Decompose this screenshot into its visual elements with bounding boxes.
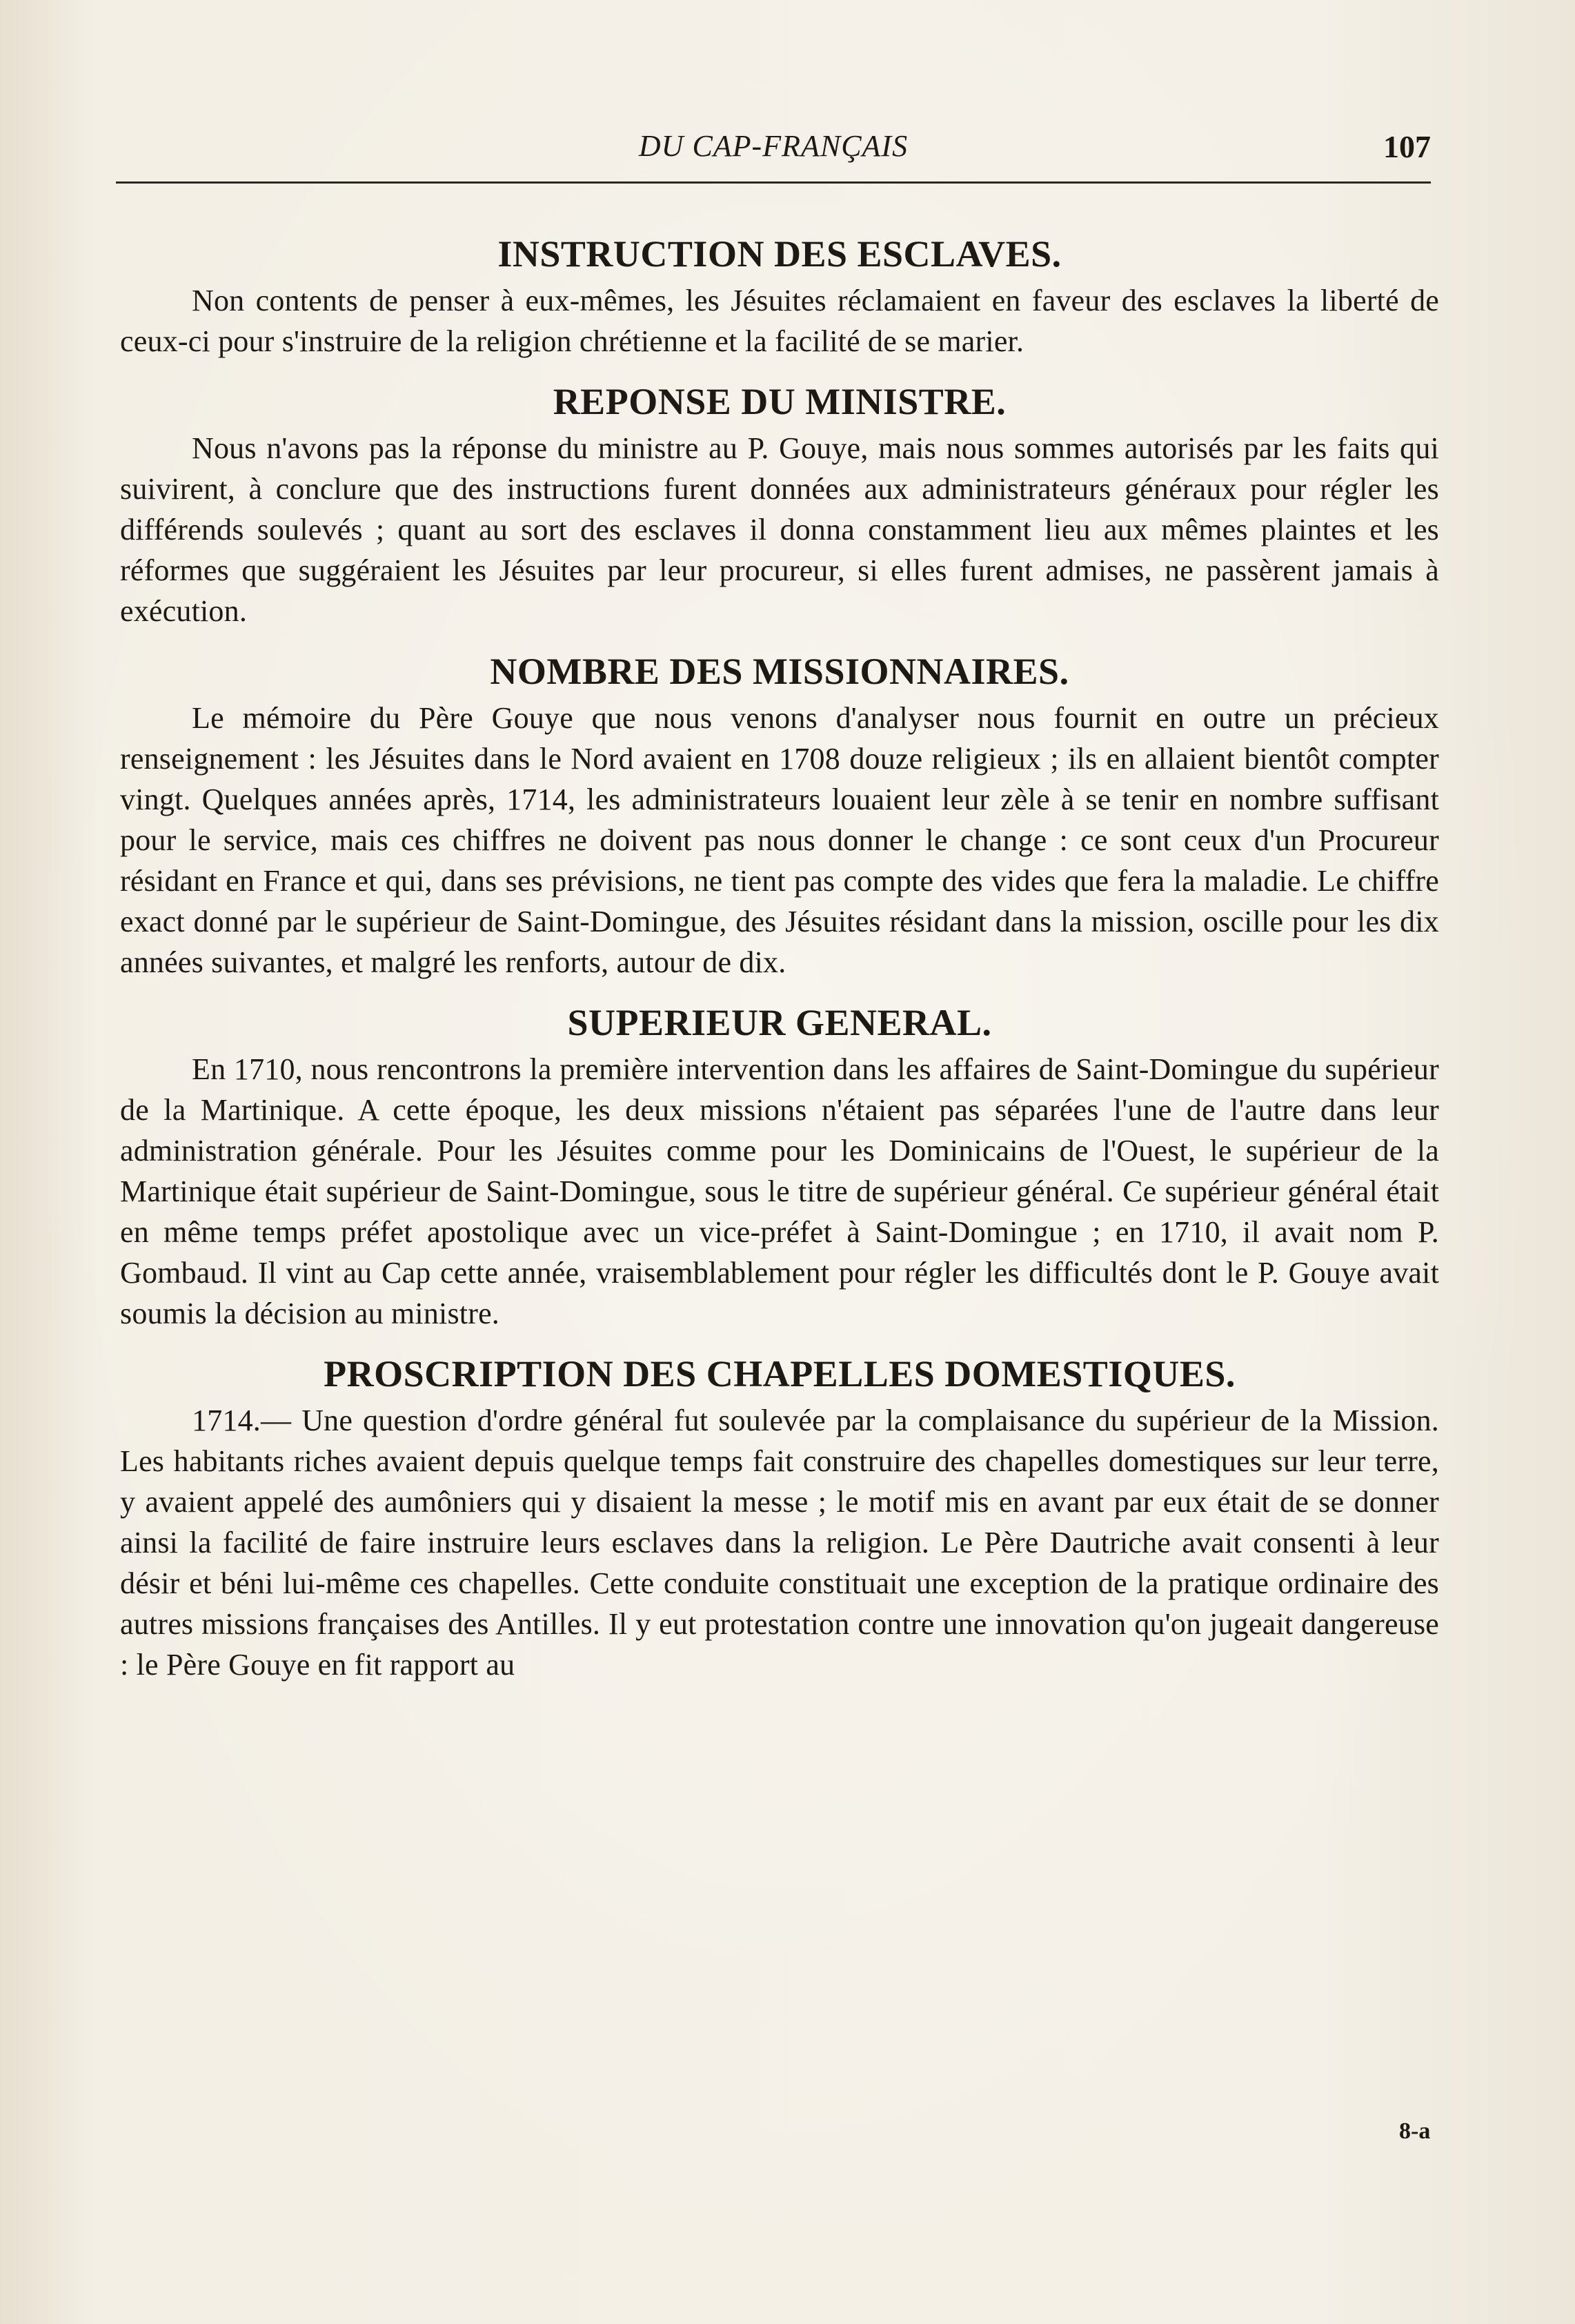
page-body bbox=[120, 228, 1439, 1685]
section-paragraph-superieur: En 1710, nous rencontrons la première intervention dans les affaires de Saint-Domingue du supérieur de la Martinique. A cette époque, les deux missions n'étaient pas séparées l'une de l'autre dans leur administration générale. Pour les Jésuites comme pour les Dominicains de l'Ouest, le supérieur de la Martinique était supérieur de Saint-Domingue, sous le titre de supérieur général. Ce supérieur général était en même temps préfet apostolique avec un vice-préfet à Saint-Domingue ; en 1710, il avait nom P. Gombaud. Il vint au Cap cette année, vraisemblablement pour régler les difficultés dont le P. Gouye avait soumis la décision au ministre. bbox=[120, 1052, 1439, 1330]
section-heading-reponse: REPONSE DU MINISTRE. bbox=[553, 381, 1007, 422]
section-heading-nombre: NOMBRE DES MISSIONNAIRES. bbox=[490, 651, 1069, 692]
section-paragraph-instruction: Non contents de penser à eux-mêmes, les Jésuites réclamaient en faveur des esclaves la liberté de ceux-ci pour s'instruire de la religion chrétienne et la facilité de se marier. bbox=[120, 284, 1439, 358]
section-heading-instruction: INSTRUCTION DES ESCLAVES. bbox=[497, 233, 1062, 275]
section-heading-proscription: PROSCRIPTION DES CHAPELLES DOMESTIQUES. bbox=[324, 1353, 1236, 1395]
section-paragraph-nombre: Le mémoire du Père Gouye que nous venons d'analyser nous fournit en outre un précieux renseignement : les Jésuites dans le Nord avaient en 1708 douze religieux ; ils en allaient bientôt compter vingt. Quelques années après, 1714, les administrateurs louaient leur zèle à se tenir en nombre suffisant pour le service, mais ces chiffres ne doivent pas nous donner le change : ce sont ceux d'un Procureur résidant en France et qui, dans ses prévisions, ne tient pas compte des vides que fera la maladie. Le chiffre exact donné par le supérieur de Saint-Domingue, des Jésuites résidant dans la mission, oscille pour les dix années suivantes, et malgré les renforts, autour de dix. bbox=[120, 701, 1439, 979]
page-number: 107 bbox=[1383, 129, 1431, 164]
running-title: DU CAP-FRANÇAIS bbox=[638, 129, 909, 163]
section-paragraph-reponse: Nous n'avons pas la réponse du ministre au P. Gouye, mais nous sommes autorisés par les faits qui suivirent, à conclure que des instructions furent données aux administrateurs généraux pour régler les différends soulevés ; quant au sort des esclaves il donna constamment lieu aux mêmes plaintes et les réformes que suggéraient les Jésuites par leur procureur, si elles furent admises, ne passèrent jamais à exécution. bbox=[120, 431, 1439, 628]
section-heading-superieur: SUPERIEUR GENERAL. bbox=[567, 1002, 992, 1043]
header-rule bbox=[116, 181, 1431, 184]
section-paragraph-proscription: 1714.— Une question d'ordre général fut soulevée par la complaisance du supérieur de la Mission. Les habitants riches avaient depuis quelque temps fait construire des chapelles domestiques sur leur terre, y avaient appelé des aumôniers qui y disaient la messe ; le motif mis en avant par eux était de se donner ainsi la facilité de faire instruire leurs esclaves dans la religion. Le Père Dautriche avait consenti à leur désir et béni lui-même ces chapelles. Cette conduite constituait une exception de la pratique ordinaire des autres missions françaises des Antilles. Il y eut protestation contre une innovation qu'on jugeait dangereuse : le Père Gouye en fit rapport au bbox=[120, 1404, 1439, 1682]
signature-mark: 8-a bbox=[1399, 2118, 1431, 2144]
running-head bbox=[116, 128, 1431, 177]
